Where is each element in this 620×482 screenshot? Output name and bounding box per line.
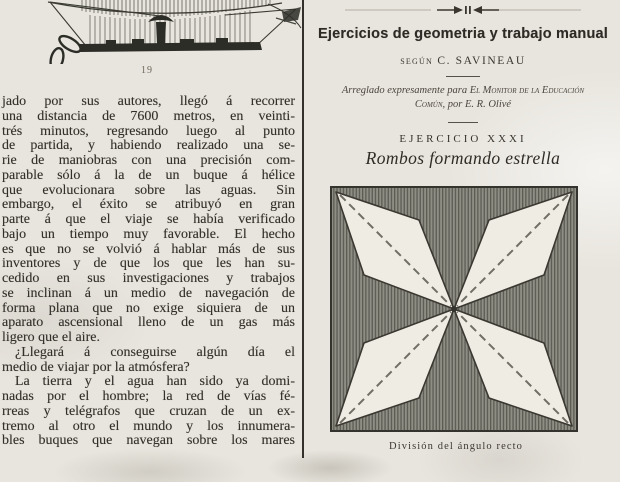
center-point (451, 306, 457, 312)
divider-ornament-icon (343, 3, 583, 17)
text-line: nadas por el hombre; la red de vías fé- (2, 389, 295, 404)
credit-journal: El Monitor de la Educación (469, 85, 585, 96)
text-line: parte á que el viaje se había verificado (2, 212, 295, 227)
exercise-label: EJERCICIO XXXI (399, 133, 527, 145)
right-column (308, 0, 618, 482)
text-line: cedido en sus investigaciones y trabajos (2, 271, 295, 286)
text-line: medio de viajar por la atmósfera? (2, 359, 190, 375)
text-line: bles buques que navegan sobre los mares (2, 433, 295, 449)
text-line: de partida, y habiendo realizado una se- (2, 138, 295, 154)
text-line: que evolucionara sobre las aguas. Sin (2, 182, 295, 198)
text-line: forma plana que no exige siquiera de un (2, 300, 295, 316)
text-line: embargo, el éxito se atribuyó en gran (2, 197, 295, 213)
text-line: jado por sus autores, llegó á recorrer (2, 94, 295, 109)
short-rule (446, 76, 480, 77)
rhombi-star-figure (330, 186, 578, 432)
gondola-keel (78, 42, 262, 52)
text-line: tremo al otro el mundo y los innumera- (2, 418, 295, 434)
exercise-title: Rombos formando estrella (365, 148, 561, 168)
figure-caption: División del ángulo recto (389, 441, 523, 452)
article-text (2, 95, 295, 449)
text-line: trés minutos, regresando luego al punto (2, 123, 295, 139)
credit-por: por (445, 99, 465, 110)
text-line: inventores y de que los que les han su- (2, 256, 295, 272)
text-line: una distancia de 7600 metros, en veinti- (2, 108, 295, 124)
column-divider-rule (302, 0, 304, 458)
text-line: se inclinan á un medio de navegación de (2, 285, 295, 301)
credit-journal-2: Común, (414, 99, 446, 110)
byline-author: C. SAVINEAU (437, 55, 526, 67)
text-line: es que no se volvió á hablar más de sus (2, 241, 295, 257)
dirigible-illustration (20, 0, 302, 64)
byline-segun: según (400, 55, 433, 67)
credit-editor: E. R. Olivé (465, 99, 512, 110)
left-column (0, 0, 300, 482)
byline (308, 55, 618, 67)
figure-number: 19 (141, 65, 153, 76)
text-line: rie de maniobras con una precisión com- (2, 153, 295, 168)
text-line: bajo un tiempo muy favorable. El hecho (2, 226, 295, 242)
text-line: rreas y telégrafos que cruzan de un ex- (2, 403, 295, 419)
text-line: ligero que el aire. (2, 330, 100, 345)
section-title: Ejercicios de geometria y trabajo manual (317, 26, 609, 42)
credit-prefix: Arreglado expresamente para (341, 85, 470, 96)
text-line: parable sólo á la de un buque á hélice (2, 167, 295, 183)
short-rule (448, 122, 478, 123)
credit-line (308, 84, 618, 112)
text-line: aparato ascensional lleno de un gas más (2, 315, 295, 331)
text-line: ¿Llegará á conseguirse algún día el (15, 344, 295, 360)
text-line: La tierra y el agua han sido ya domi- (15, 374, 295, 390)
